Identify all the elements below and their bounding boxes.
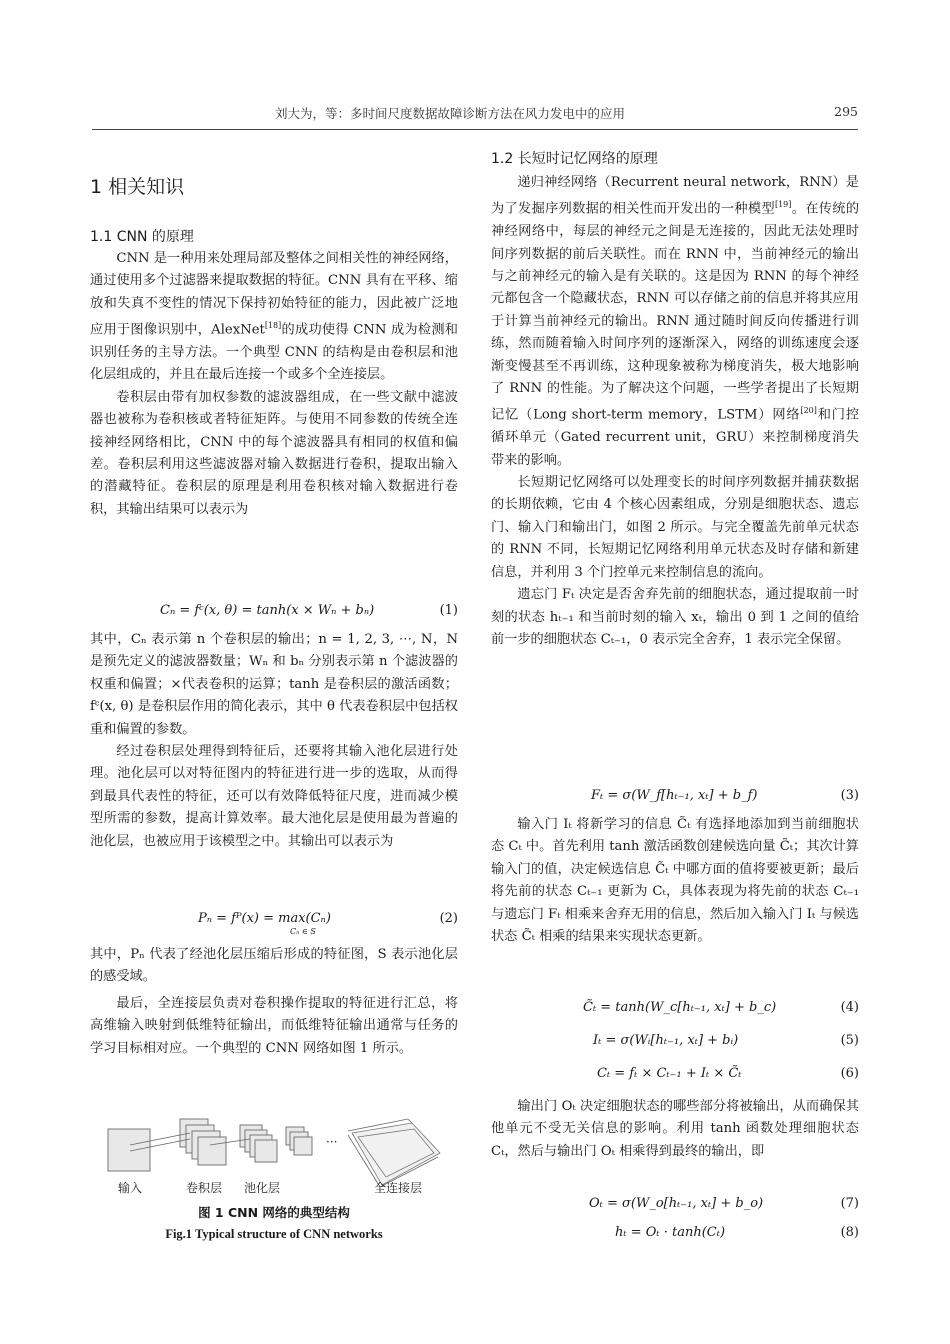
figure-label-ellipsis: ···: [326, 1135, 338, 1149]
page-number: 295: [834, 104, 858, 119]
figure-caption-en: Fig.1 Typical structure of CNN networks: [165, 1227, 383, 1241]
subsection-title-cnn: 1.1 CNN 的原理: [90, 229, 194, 245]
paragraph: 输入门 Iₜ 将新学习的信息 C̃ₜ 有选择地添加到当前细胞状态 Cₜ 中。首先利用 tanh 激活函数创建候选向量 C̃ₜ；其次计算输入门的值，决定候选信息 C̃ₜ 中哪方面的值将要被更新；最后将先前的状态 Cₜ₋₁ 更新为 Cₜ，具体表现为将先前的状态 Cₜ₋₁ 与遗忘门 Fₜ 相乘来舍弃无用的信息，然后加入输入门 Iₜ 与候选状态 C̃ₜ 相乘的结果来实现状态更新。: [491, 817, 859, 945]
equation-7: Oₜ = σ(W_o[hₜ₋₁, xₜ] + b_o) (7): [589, 1196, 859, 1211]
header-rule: [92, 129, 858, 130]
figure-label-pool: 池化层: [244, 1181, 281, 1195]
equation-4: C̃ₜ = tanh(W_c[hₜ₋₁, xₜ] + b_c) (4): [583, 1000, 859, 1015]
figure-label-input: 输入: [118, 1181, 143, 1195]
right-column-text-a: [491, 172, 859, 651]
left-column-text-b: [90, 629, 458, 853]
paragraph: 遗忘门 Fₜ 决定是否舍弃先前的细胞状态，通过提取前一时刻的状态 hₜ₋₁ 和当前时刻的输入 xₜ，输出 0 到 1 之间的值给前一步的细胞状态 Cₜ₋₁，0 表示完全舍弃，1 表示完全保留。: [491, 587, 859, 647]
left-column-text-c: [90, 944, 458, 1060]
running-title: 刘大为，等：多时间尺度数据故障诊断方法在风力发电中的应用: [275, 106, 626, 121]
paragraph: 经过卷积层处理得到特征后，还要将其输入池化层进行处理。池化层可以对特征图内的特征进行进一步的选取，从而得到最具代表性的特征，还可以有效降低特征尺度，进而减少模型所需的参数，提高计算效率。最大池化层是使用最为普遍的池化层，也被应用于该模型之中。其输出可以表示为: [90, 744, 458, 849]
paragraph: 其中，Pₙ 代表了经池化层压缩后形成的特征图，S 表示池化层的感受域。: [90, 947, 458, 985]
paragraph: 长短期记忆网络可以处理变长的时间序列数据并捕获数据的长期依赖，它由 4 个核心因素组成，分别是细胞状态、遗忘门、输入门和输出门，如图 2 所示。与完全覆盖先前单元状态的 RNN 不同，长短期记忆网络利用单元状态及时存储和新建信息，并利用 3 个门控单元来控制信息的流向。: [491, 475, 859, 580]
input-map: [108, 1129, 150, 1171]
paragraph: 其中，Cₙ 表示第 n 个卷积层的输出；n = 1, 2, 3, ⋯, N，N 是预先定义的滤波器数量；Wₙ 和 bₙ 分别表示第 n 个滤波器的权重和偏置；×代表卷积的运算；tanh 是卷积层的激活函数；fᶜ(x, θ) 是卷积层作用的简化表示，其中 θ 代表卷积层中包括权重和偏置的参数。: [90, 632, 458, 737]
equation-2: Pₙ = fᴾ(x) = max(Cₙ) Cₙ ∈ S (2): [198, 911, 458, 936]
paragraph: 最后，全连接层负责对卷积操作提取的特征进行汇总，将高维输入映射到低维特征输出，而低维特征输出通常与任务的学习目标相对应。一个典型的 CNN 网络如图 1 所示。: [90, 995, 458, 1056]
citation: [18]: [264, 321, 282, 331]
figure-caption-cn: 图 1 CNN 网络的典型结构: [198, 1205, 350, 1220]
equation-6: Cₜ = fₜ × Cₜ₋₁ + Iₜ × C̃ₜ (6): [597, 1066, 859, 1081]
paragraph: 卷积层由带有加权参数的滤波器组成，在一些文献中滤波器也被称为卷积核或者特征矩阵。与使用不同参数的传统全连接神经网络相比，CNN 中的每个滤波器具有相同的权值和偏差。卷积层利用这些滤波器对输入数据进行卷积，提取出输入的潜藏特征。卷积层的原理是利用卷积核对输入数据进行卷积，其输出结果可以表示为: [90, 389, 458, 517]
running-header: [92, 104, 858, 126]
right-column-text-b: [491, 814, 859, 948]
figure-label-fc: 全连接层: [374, 1181, 423, 1195]
equation-8: hₜ = Oₜ · tanh(Cₜ) (8): [615, 1225, 859, 1240]
left-column-text-a: [90, 248, 458, 521]
equation-3: Fₜ = σ(W_f[hₜ₋₁, xₜ] + b_f) (3): [591, 788, 859, 803]
paragraph: CNN 是一种用来处理局部及整体之间相关性的神经网络，通过使用多个过滤器来提取数据的特征。CNN 具有在平移、缩放和失真不变性的情况下保持初始特征的能力，因此被广泛地应用于图像识别中，AlexNet[18]的成功使得 CNN 成为检测和识别任务的主导方法。一个典型 CNN 的结构是由卷积层和池化层组成的，并且在最后连接一个或多个全连接层。: [90, 251, 458, 383]
citation: [20]: [800, 406, 817, 416]
right-column-text-c: [491, 1096, 859, 1163]
figure-label-conv: 卷积层: [186, 1181, 223, 1195]
paragraph: 输出门 Oₜ 决定细胞状态的哪些部分将被输出，从而确保其他单元不受无关信息的影响。利用 tanh 函数处理细胞状态 Cₜ，然后与输出门 Oₜ 相乘得到最终的输出，即: [491, 1099, 859, 1159]
paragraph: 递归神经网络（Recurrent neural network，RNN）是为了发掘序列数据的相关性而开发出的一种模型[19]。在传统的神经网络中，每层的神经元之间是无连接的，因此无法处理时间序列数据的前后关联性。而在 RNN 中，当前神经元的输出与之前神经元的输入是有关联的。这是因为 RNN 的每个神经元都包含一个隐藏状态，RNN 可以存储之前的信息并将其应用于计算当前神经元的输出。RNN 通过随时间反向传播进行训练，然而随着输入时间序列的逐渐深入，网络的训练速度会逐渐变慢甚至不再训练，这种现象被称为梯度消失，极大地影响了 RNN 的性能。为了解决这个问题，一些学者提出了长短期记忆（Long short-term memory，LSTM）网络[20]和门控循环单元（Gated recurrent unit，GRU）来控制梯度消失带来的影响。: [491, 175, 860, 468]
equation-1: Cₙ = fᶜ(x, θ) = tanh(x × Wₙ + bₙ) (1): [160, 603, 458, 618]
equation-5: Iₜ = σ(Wᵢ[hₜ₋₁, xₜ] + bᵢ) (5): [593, 1033, 859, 1048]
section-title: 1 相关知识: [90, 176, 185, 198]
subsection-title-lstm: 1.2 长短时记忆网络的原理: [491, 151, 658, 167]
citation: [19]: [774, 200, 792, 210]
figure-1: [90, 1105, 458, 1245]
